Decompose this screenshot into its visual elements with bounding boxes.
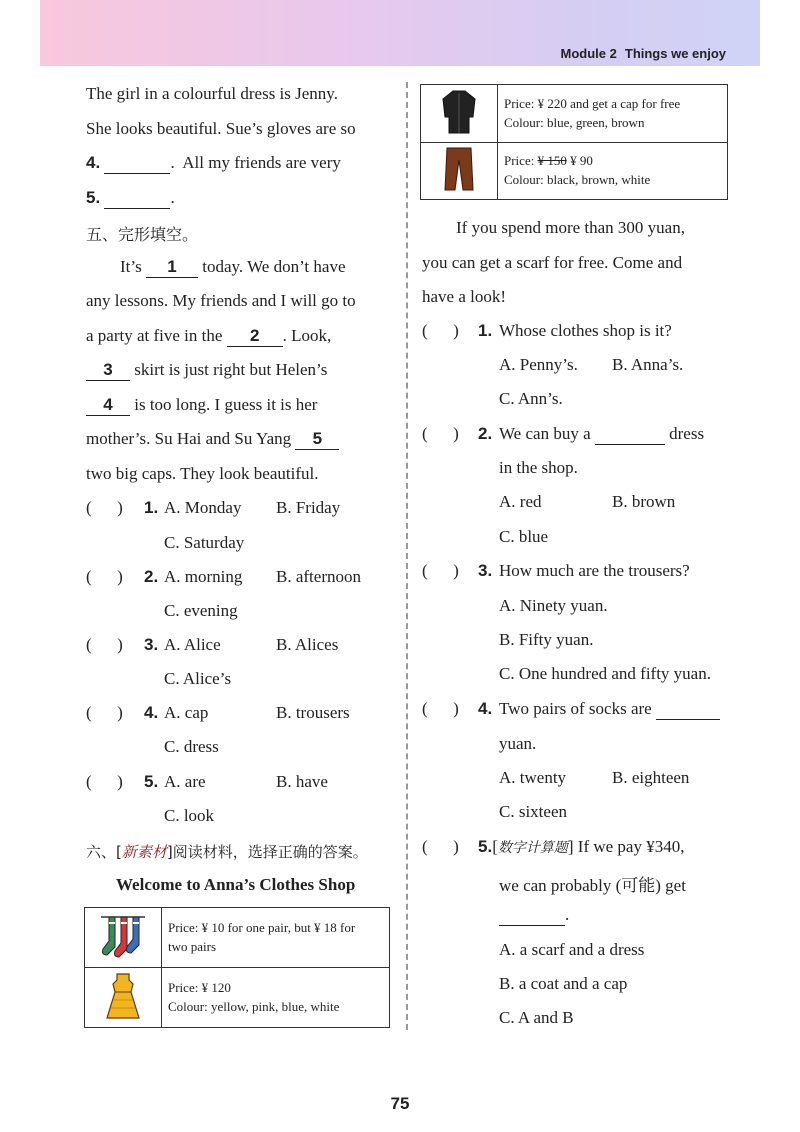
answer-paren[interactable]: ( ) — [86, 498, 123, 517]
cloze-line — [86, 395, 317, 416]
shop-title: Welcome to Anna’s Clothes Shop — [116, 875, 356, 894]
socks-icon — [85, 908, 162, 968]
option-b[interactable]: B. afternoon — [276, 567, 361, 586]
question-number: 3. — [144, 635, 159, 654]
answer-blank[interactable] — [595, 425, 665, 445]
question-number: 1. — [478, 321, 493, 340]
option-b[interactable]: B. a coat and a cap — [499, 974, 628, 993]
option-c[interactable]: C. look — [164, 806, 215, 825]
option-a[interactable]: A. morning — [164, 567, 243, 586]
shop-item-text — [498, 143, 728, 200]
item-colour: Colour: black, brown, white — [504, 172, 651, 187]
option-c[interactable]: C. Ann’s. — [499, 389, 563, 408]
cloze-text: is too long. I guess it is her — [134, 395, 318, 414]
cloze-blank-1[interactable]: 1 — [146, 258, 198, 278]
cloze-text: a party at five in the — [86, 326, 223, 345]
passage-line-4: 4. . All my friends are very — [86, 153, 341, 172]
item-colour: Colour: yellow, pink, blue, white — [168, 998, 340, 1014]
cloze-blank-5[interactable]: 5 — [295, 430, 339, 450]
new-material-tag: 新素材 — [121, 845, 167, 861]
shop-item-text — [162, 908, 390, 968]
option-b[interactable]: B. Anna’s. — [612, 355, 684, 374]
answer-paren[interactable]: ( ) — [422, 837, 459, 856]
shop-table-right — [420, 84, 728, 200]
section-6-prefix: 六、[ — [86, 843, 122, 861]
option-c[interactable]: C. Alice’s — [164, 669, 232, 688]
option-c[interactable]: C. evening — [164, 601, 238, 620]
cloze-line — [120, 257, 346, 278]
option-c[interactable]: C. dress — [164, 737, 219, 756]
section-6-rest: ]阅读材料，选择正确的答案。 — [166, 843, 368, 861]
cloze-blank-2[interactable]: 2 — [227, 327, 283, 347]
option-a[interactable]: A. red — [499, 492, 542, 511]
option-c[interactable]: C. sixteen — [499, 802, 567, 821]
question-stem: Whose clothes shop is it? — [499, 321, 672, 340]
option-b[interactable]: B. have — [276, 772, 328, 791]
intro-line: you can get a scarf for free. Come and — [422, 253, 683, 272]
option-a[interactable]: A. Ninety yuan. — [499, 596, 608, 615]
old-price: ¥ 150 — [537, 153, 567, 169]
cloze-line — [86, 326, 331, 347]
answer-paren[interactable]: ( ) — [86, 567, 123, 586]
header-banner — [40, 0, 760, 66]
answer-blank[interactable] — [499, 906, 565, 926]
section-6-title — [86, 841, 368, 862]
question-stem — [499, 424, 704, 445]
item-price: Price: ¥ 120 — [168, 979, 231, 995]
stem-text: in the shop. — [499, 458, 578, 477]
shop-item-row — [421, 85, 728, 143]
option-a[interactable]: A. Alice — [164, 635, 221, 654]
stem-text: yuan. — [499, 734, 537, 753]
option-b[interactable]: B. trousers — [276, 703, 350, 722]
option-a[interactable]: A. Monday — [164, 498, 242, 517]
answer-blank-line: . — [499, 905, 569, 926]
cloze-blank-3[interactable]: 3 — [86, 361, 130, 381]
item-price: Price: ¥ 220 and get a cap for free — [504, 95, 681, 111]
stem-text: we can probably (可能) get — [499, 876, 686, 895]
cloze-line: any lessons. My friends and I will go to — [86, 291, 356, 310]
stem-text: Two pairs of socks are — [499, 699, 652, 718]
question-number: 2. — [144, 567, 159, 586]
option-b[interactable]: B. Alices — [276, 635, 339, 654]
answer-paren[interactable]: ( ) — [422, 699, 459, 718]
answer-paren[interactable]: ( ) — [422, 321, 459, 340]
question-stem: How much are the trousers? — [499, 561, 690, 580]
cloze-line: two big caps. They look beautiful. — [86, 464, 319, 483]
option-a[interactable]: A. are — [164, 772, 206, 791]
cloze-text: skirt is just right but Helen’s — [134, 360, 328, 379]
answer-paren[interactable]: ( ) — [86, 772, 123, 791]
question-number: 5. — [144, 772, 159, 791]
shop-item-row — [85, 908, 390, 968]
option-a[interactable]: A. a scarf and a dress — [499, 940, 645, 959]
passage-line: She looks beautiful. Sue’s gloves are so — [86, 119, 356, 138]
unit-title: Things we enjoy — [624, 46, 726, 61]
cloze-text: It’s — [120, 257, 142, 276]
question-stem: 5.[数字计算题] If we pay ¥340, — [478, 837, 685, 856]
option-c[interactable]: C. A and B — [499, 1008, 574, 1027]
trousers-icon — [421, 143, 498, 200]
option-b[interactable]: B. eighteen — [612, 768, 690, 787]
blank-number: 5. — [86, 188, 101, 207]
cloze-text: mother’s. Su Hai and Su Yang — [86, 429, 292, 448]
shop-item-text — [162, 968, 390, 1028]
passage-line-5: 5. . — [86, 188, 175, 207]
option-c[interactable]: C. Saturday — [164, 533, 245, 552]
answer-blank[interactable] — [104, 154, 170, 174]
option-b[interactable]: B. Friday — [276, 498, 341, 517]
stem-text: If we pay ¥340, — [577, 837, 685, 856]
page-number: 75 — [390, 1094, 410, 1113]
question-stem — [499, 699, 720, 720]
item-colour: Colour: blue, green, brown — [504, 114, 645, 130]
new-price: ¥ 90 — [570, 153, 593, 169]
answer-paren[interactable]: ( ) — [422, 561, 459, 580]
option-a[interactable]: A. cap — [164, 703, 209, 722]
shop-item-row — [85, 968, 390, 1028]
question-number: 2. — [478, 424, 493, 443]
answer-blank[interactable] — [656, 700, 720, 720]
passage-line: The girl in a colourful dress is Jenny. — [86, 84, 338, 103]
shop-item-row — [421, 143, 728, 200]
question-number: 1. — [144, 498, 159, 517]
answer-paren[interactable]: ( ) — [422, 424, 459, 443]
blank-number: 4. — [86, 153, 101, 172]
option-a[interactable]: A. twenty — [499, 768, 567, 787]
option-b[interactable]: B. brown — [612, 492, 676, 511]
question-number: 4. — [478, 699, 493, 718]
intro-line: have a look! — [422, 287, 507, 306]
option-b[interactable]: B. Fifty yuan. — [499, 630, 594, 649]
option-c[interactable]: C. blue — [499, 527, 549, 546]
calc-tag: 数字计算题 — [497, 840, 568, 856]
price-label: Price: — [504, 153, 535, 169]
dress-icon — [85, 968, 162, 1028]
module-header — [553, 46, 726, 61]
cloze-line — [86, 429, 339, 450]
section-5-title: 五、完形填空。 — [86, 225, 199, 244]
question-number: 5. — [478, 837, 493, 856]
answer-blank[interactable] — [104, 189, 170, 209]
cloze-text: . Look, — [282, 326, 332, 345]
shop-table-left — [84, 907, 390, 1028]
item-price: Price: ¥ 10 for one pair, but ¥ 18 for — [168, 919, 356, 935]
cloze-blank-4[interactable]: 4 — [86, 396, 130, 416]
passage-text: All my friends are very — [182, 153, 341, 172]
option-c[interactable]: C. One hundred and fifty yuan. — [499, 664, 711, 683]
answer-paren[interactable]: ( ) — [86, 703, 123, 722]
question-number: 3. — [478, 561, 493, 580]
intro-line: If you spend more than 300 yuan, — [456, 218, 685, 237]
column-divider — [406, 82, 408, 1030]
item-detail: two pairs — [168, 938, 217, 954]
module-label: Module 2 — [560, 46, 617, 61]
shop-item-text — [498, 85, 728, 143]
answer-paren[interactable]: ( ) — [86, 635, 123, 654]
stem-text: We can buy a — [499, 424, 591, 443]
question-number: 4. — [144, 703, 159, 722]
cloze-text: today. We don’t have — [202, 257, 346, 276]
cloze-line — [86, 360, 327, 381]
option-a[interactable]: A. Penny’s. — [499, 355, 578, 374]
coat-icon — [421, 85, 498, 143]
item-price — [504, 152, 721, 171]
stem-text: dress — [669, 424, 705, 443]
